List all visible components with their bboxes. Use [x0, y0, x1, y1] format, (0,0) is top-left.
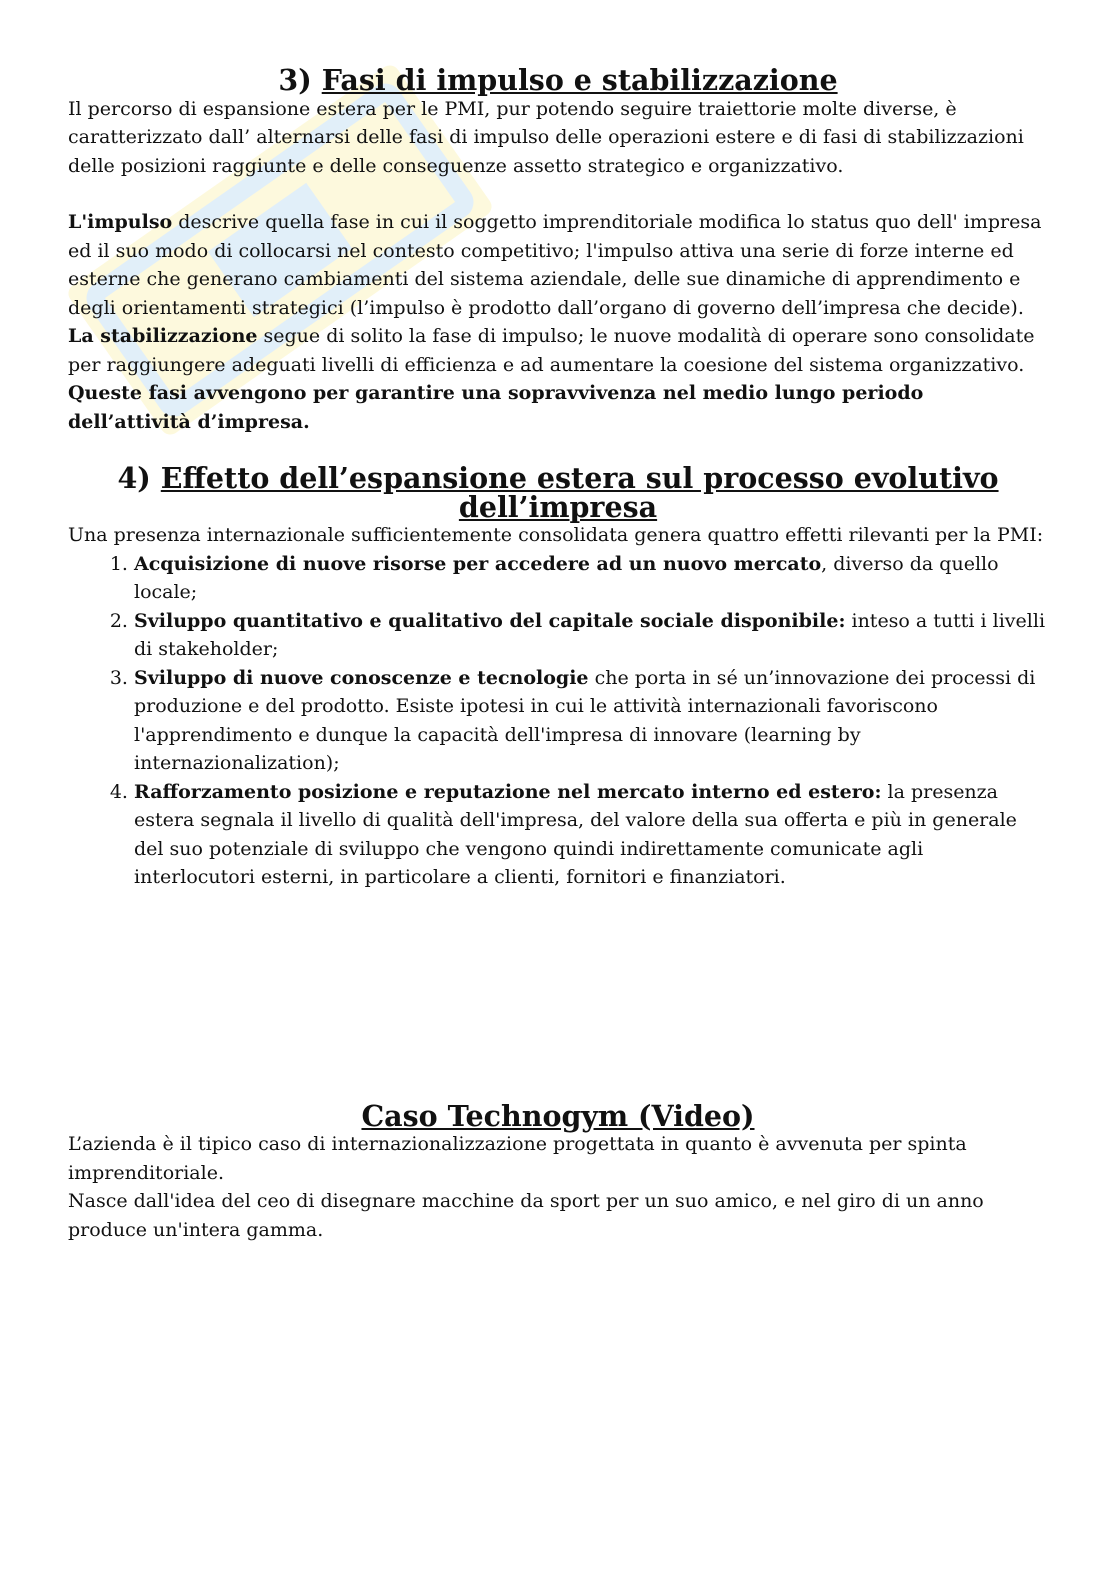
stabilizzazione-term: La stabilizzazione: [68, 325, 258, 347]
stabilizzazione-paragraph: [68, 322, 1048, 379]
impulso-term: L'impulso: [68, 211, 173, 233]
impulso-paragraph: [68, 208, 1048, 322]
document-body: [68, 63, 1048, 1244]
case-heading: [68, 1098, 1048, 1133]
case-title: Caso Technogym (Video): [361, 1098, 755, 1133]
list-item: 4. Rafforzamento posizione e reputazione nel mercato interno ed estero: la presenza estera segnala il livello di qualità dell'impresa, del valore della sua offerta e più in generale del suo potenziale di sviluppo che vengono quindi indirettamente comunicate agli interlocutori esterni, in particolare a clienti, fornitori e finanziatori.: [134, 778, 1048, 892]
section-4-intro: Una presenza internazionale sufficientemente consolidata genera quattro effetti rilevanti per la PMI:: [68, 524, 1044, 546]
list-item: 2. Sviluppo quantitativo e qualitativo del capitale sociale disponibile: inteso a tutti i livelli di stakeholder;: [134, 607, 1048, 664]
case-paragraph-1: L’azienda è il tipico caso di internazionalizzazione progettata in quanto è avvenuta per spinta imprenditoriale.: [68, 1133, 967, 1184]
section-4-number: 4): [117, 461, 151, 495]
list-item: 1. Acquisizione di nuove risorse per accedere ad un nuovo mercato, diverso da quello locale;: [134, 550, 1048, 607]
section-3-heading: [68, 63, 1048, 97]
section-4-title: Effetto dell’espansione estera sul processo evolutivo dell’impresa: [160, 461, 999, 524]
section-3-intro: Il percorso di espansione estera per le PMI, pur potendo seguire traiettorie molte diverse, è caratterizzato dall’ alternarsi delle fasi di impulso delle operazioni estere e di fasi di stabilizzazioni delle posizioni raggiunte e delle conseguenze assetto strategico e organizzativo.: [68, 97, 1024, 177]
stabilizzazione-text: segue di solito la fase di impulso; le nuove modalità di operare sono consolidate per raggiungere adeguati livelli di efficienza e ad aumentare la coesione del sistema organizzativo.: [68, 325, 1035, 376]
section-3-number: 3): [278, 63, 312, 97]
section-4-heading: [68, 461, 1048, 524]
section-3-title: Fasi di impulso e stabilizzazione: [321, 63, 838, 97]
effects-list: [68, 550, 1048, 892]
section-3-conclusion: Queste fasi avvengono per garantire una sopravvivenza nel medio lungo periodo dell’attività d’impresa.: [68, 382, 924, 433]
impulso-text: descrive quella fase in cui il soggetto imprenditoriale modifica lo status quo dell' impresa ed il suo modo di collocarsi nel contesto competitivo; l'impulso attiva una serie di forze interne ed esterne che generano cambiamenti del sistema aziendale, delle sue dinamiche di apprendimento e degli orientamenti strategici (l’impulso è prodotto dall’organo di governo dell’impresa che decide).: [68, 211, 1042, 319]
case-paragraph-2: Nasce dall'idea del ceo di disegnare macchine da sport per un suo amico, e nel giro di un anno produce un'intera gamma.: [68, 1190, 984, 1241]
list-item: 3. Sviluppo di nuove conoscenze e tecnologie che porta in sé un’innovazione dei processi di produzione e del prodotto. Esiste ipotesi in cui le attività internazionali favoriscono l'apprendimento e dunque la capacità dell'impresa di innovare (learning by internazionalization);: [134, 664, 1048, 778]
